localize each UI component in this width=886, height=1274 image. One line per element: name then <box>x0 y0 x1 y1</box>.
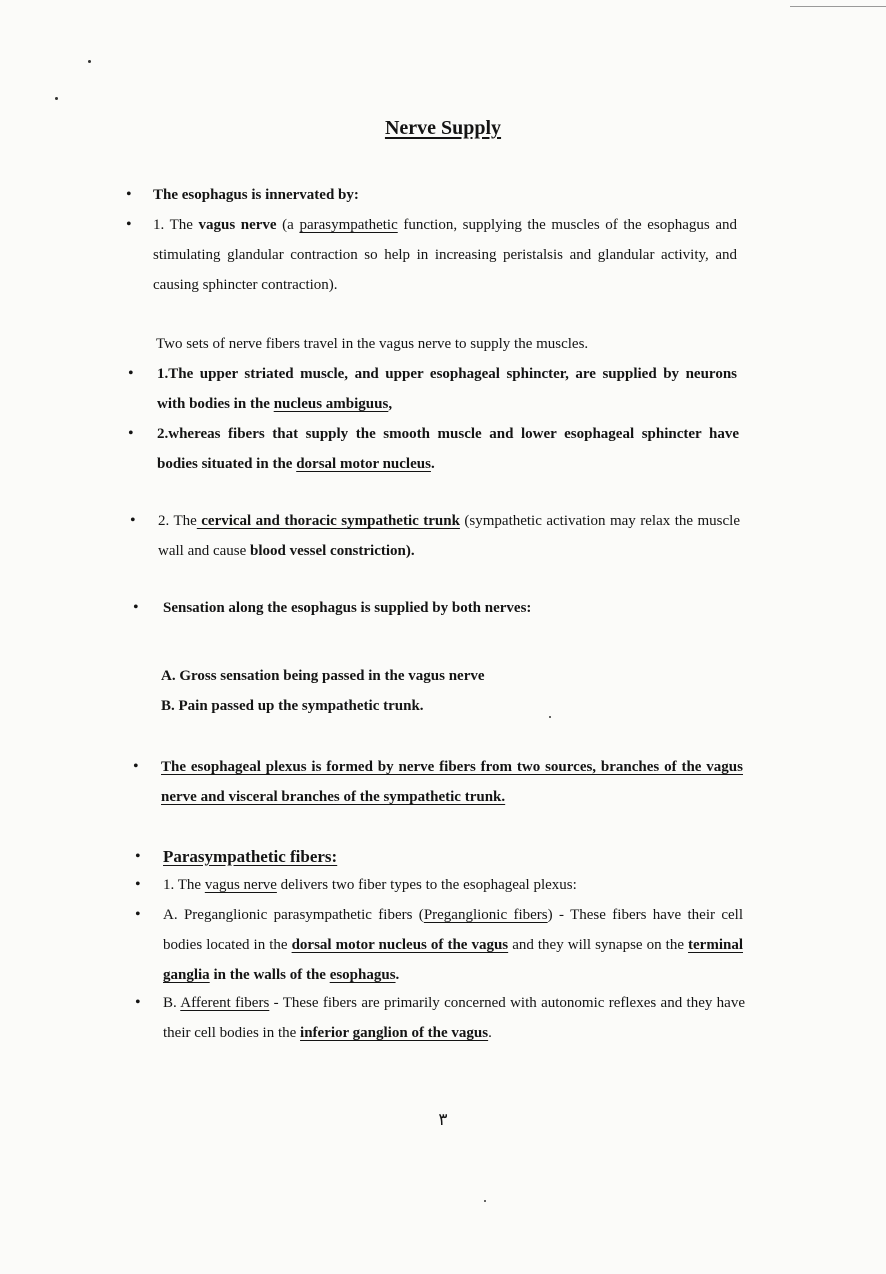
plexus-paragraph: The esophageal plexus is formed by nerve fibers from two sources, branches of the vagus nerve and visceral branches of the sympathetic trunk. <box>161 759 743 805</box>
delivers-text: 1. The vagus nerve delivers two fiber types to the esophageal plexus: <box>163 877 577 893</box>
afferent-paragraph: B. Afferent fibers - These fibers are primarily concerned with autonomic reflexes and they have their cell bodies in the inferior ganglion of the vagus. <box>163 995 746 1041</box>
bullet-icon: • <box>135 848 141 865</box>
scan-speck <box>55 97 58 100</box>
bullet-icon: • <box>133 758 139 775</box>
scan-speck <box>484 1200 486 1202</box>
bullet-icon: • <box>135 876 141 893</box>
bullet-icon: • <box>133 599 139 616</box>
bullet-icon: • <box>128 365 134 382</box>
sensation-heading: Sensation along the esophagus is supplied by both nerves: <box>163 600 532 616</box>
bullet-icon: • <box>130 512 136 529</box>
page-number: ٣ <box>438 1110 448 1129</box>
scan-speck <box>88 60 91 63</box>
intro-text: The esophagus is innervated by: <box>153 187 359 203</box>
bullet-icon: • <box>135 994 141 1011</box>
sympathetic-paragraph: 2. The cervical and thoracic sympathetic trunk (sympathetic activation may relax the muscle wall and cause blood vessel constriction). <box>158 513 740 559</box>
preganglionic-paragraph: A. Preganglionic parasympathetic fibers (Preganglionic fibers) - These fibers have their cell bodies located in the dorsal motor nucleus of the vagus and they will synapse on the terminal ganglia in the walls of the esophagus. <box>163 907 743 983</box>
two-sets-text: Two sets of nerve fibers travel in the vagus nerve to supply the muscles. <box>156 336 589 352</box>
upper-striated-paragraph: 1.The upper striated muscle, and upper esophageal sphincter, are supplied by neurons with bodies in the nucleus ambiguus, <box>157 366 737 412</box>
bullet-icon: • <box>128 425 134 442</box>
bullet-icon: • <box>126 216 132 233</box>
smooth-muscle-paragraph: 2.whereas fibers that supply the smooth muscle and lower esophageal sphincter have bodies situated in the dorsal motor nucleus. <box>157 426 739 472</box>
vagus-paragraph: 1. The vagus nerve (a parasympathetic function, supplying the muscles of the esophagus and stimulating glandular contraction so help in increasing peristalsis and glandular activity, and causing sphincter contraction). <box>153 217 738 293</box>
sensation-a: A. Gross sensation being passed in the vagus nerve <box>161 668 485 684</box>
parasympathetic-heading: Parasympathetic fibers: <box>163 847 338 866</box>
scan-edge-line <box>790 6 886 7</box>
bullet-icon: • <box>135 906 141 923</box>
sensation-b: B. Pain passed up the sympathetic trunk. <box>161 698 424 714</box>
page-title: Nerve Supply <box>384 117 502 139</box>
bullet-icon: • <box>126 186 132 203</box>
